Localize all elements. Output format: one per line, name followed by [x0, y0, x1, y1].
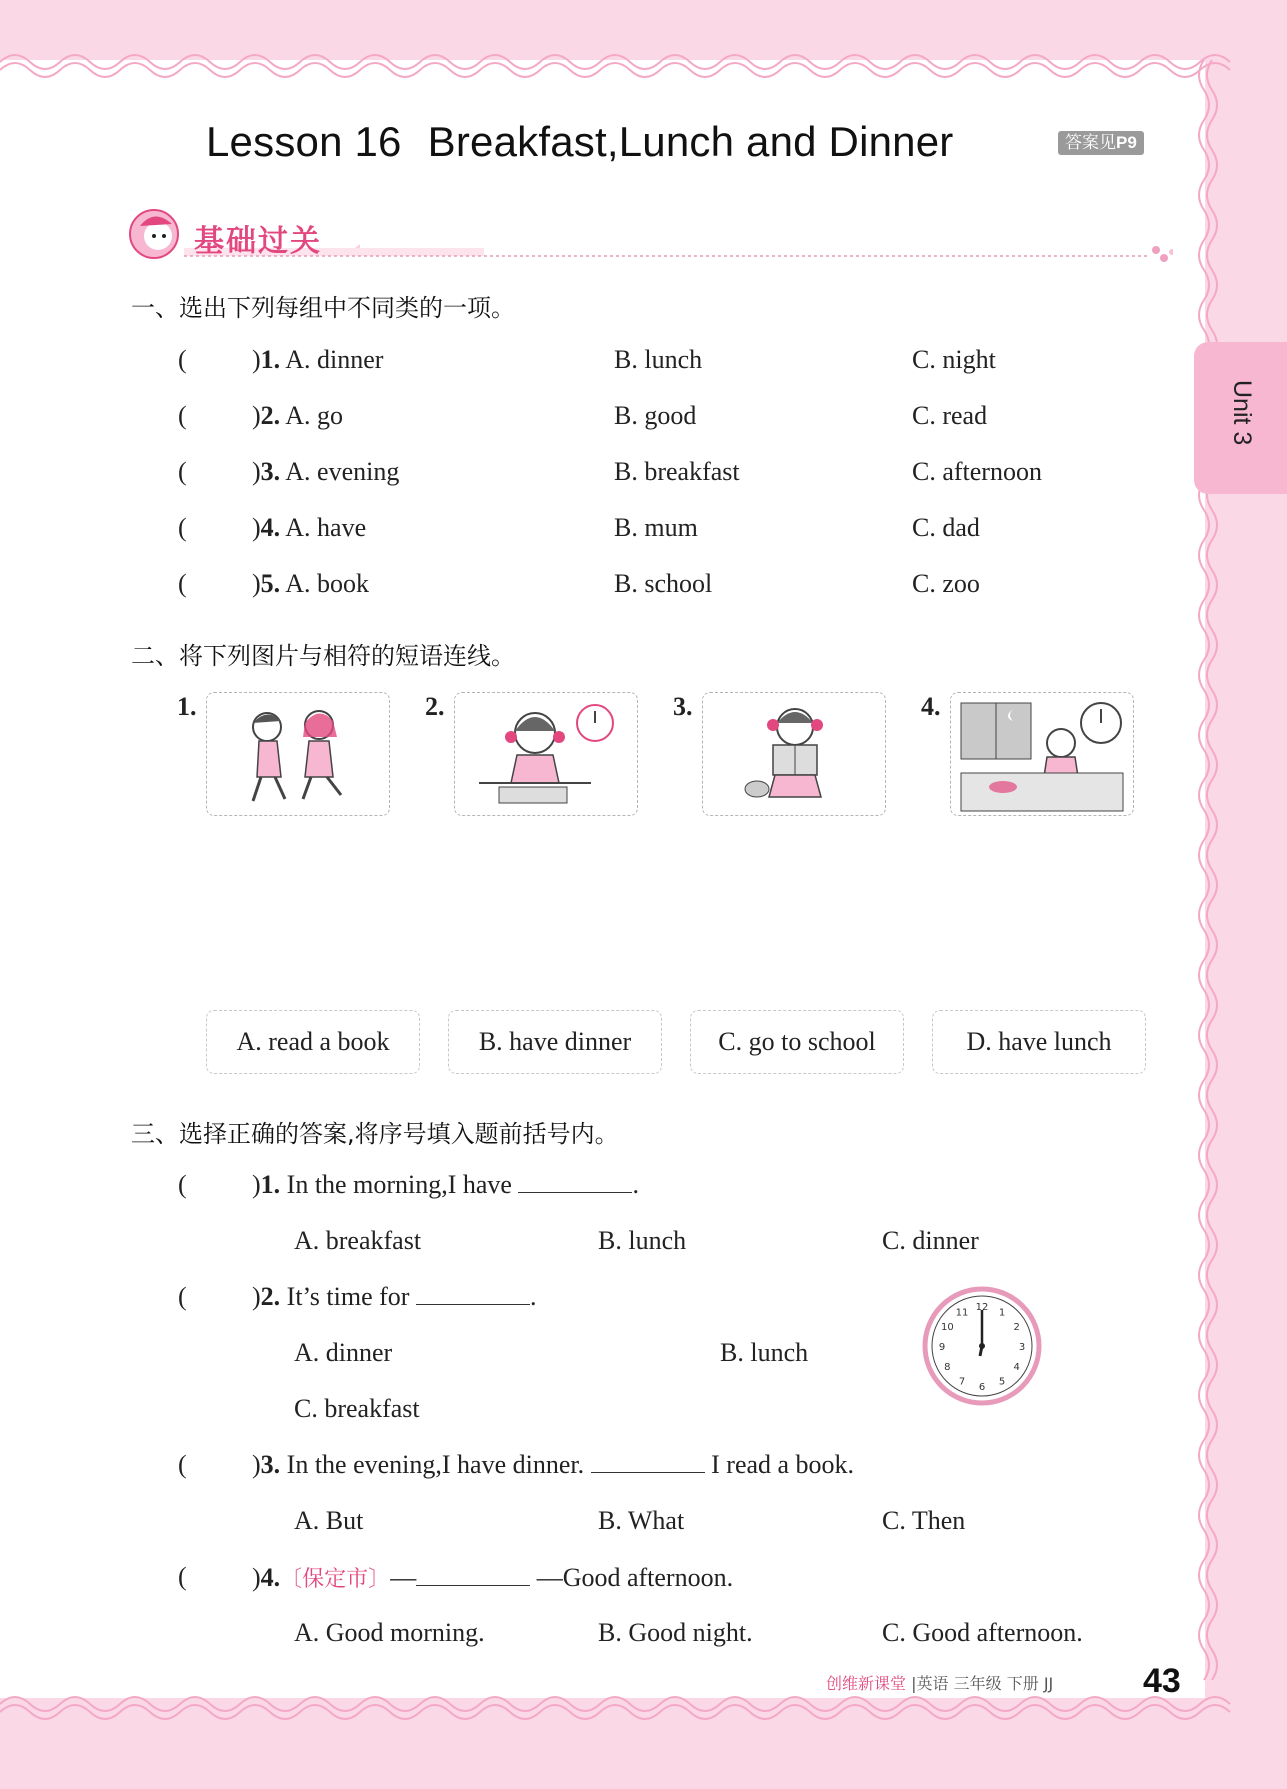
picture-label: 4.: [921, 692, 941, 721]
boy-eating-at-night-icon: [951, 693, 1133, 815]
option-b: B. Good night.: [598, 1618, 753, 1647]
footer-edition: JJ: [1043, 1674, 1054, 1693]
clock-number: 12: [975, 1302, 989, 1313]
option-c: C. dinner: [882, 1226, 979, 1255]
answer-blank[interactable]: [416, 1303, 530, 1305]
footer-subject: 英语: [916, 1674, 949, 1693]
option-a: A. Good morning.: [294, 1618, 485, 1647]
picture-label: 2.: [425, 692, 445, 721]
top-wave-border: [0, 44, 1240, 84]
answer-blank[interactable]: [518, 1191, 632, 1193]
girl-reading-icon: [703, 693, 885, 815]
clock-number: 11: [955, 1307, 969, 1319]
option-a: A. But: [294, 1506, 364, 1535]
clock-icon: [920, 1284, 1044, 1408]
option-a: A. breakfast: [294, 1226, 422, 1255]
children-walking-icon: [207, 693, 389, 815]
clock-number: 6: [978, 1382, 986, 1393]
option-c: C. breakfast: [294, 1394, 420, 1423]
clock-number: 7: [958, 1376, 966, 1388]
section3-heading: 三、选择正确的答案,将序号填入题前括号内。: [131, 1120, 619, 1148]
answer-blank[interactable]: [591, 1471, 705, 1473]
lesson-name: Breakfast,Lunch and Dinner: [427, 118, 954, 165]
clock-number: 4: [1013, 1362, 1020, 1373]
option-c: C. Good afternoon.: [882, 1618, 1083, 1647]
section1-heading: 一、选出下列每组中不同类的一项。: [131, 294, 515, 322]
girl-mascot-icon: [130, 210, 178, 258]
clock-number: 1: [998, 1307, 1006, 1319]
unit-tab: [1194, 342, 1287, 494]
footer-brand: 创维新课堂: [826, 1674, 907, 1693]
picture-label: 1.: [177, 692, 197, 721]
clock-number: 2: [1013, 1322, 1020, 1333]
option-b: B. lunch: [598, 1226, 687, 1255]
clock-number: 8: [944, 1362, 951, 1373]
phrase-have-dinner[interactable]: B. have dinner: [448, 1010, 662, 1074]
picture-label: 3.: [673, 692, 693, 721]
lesson-title: [206, 118, 953, 178]
lesson-number: Lesson 16: [206, 118, 402, 165]
right-wave-border: [1194, 60, 1224, 1700]
banner-title: 基础过关: [194, 224, 322, 259]
page-number: 43: [1143, 1662, 1181, 1700]
picture-go-to-school[interactable]: [206, 692, 390, 816]
option-b: B. What: [598, 1506, 685, 1535]
girl-at-table-icon: [455, 693, 637, 815]
section-banner: [128, 208, 1173, 264]
footer-volume: 下册: [1006, 1674, 1039, 1693]
footer: 创维新课堂 |英语 三年级 下册 JJ: [826, 1674, 1054, 1693]
phrase-go-to-school[interactable]: C. go to school: [690, 1010, 904, 1074]
section2-heading: 二、将下列图片与相符的短语连线。: [131, 642, 515, 670]
phrase-have-lunch[interactable]: D. have lunch: [932, 1010, 1146, 1074]
clock-number: 9: [938, 1342, 946, 1353]
picture-have-lunch[interactable]: [454, 692, 638, 816]
source-city-tag: 〔保定市〕: [280, 1567, 391, 1592]
answer-blank[interactable]: [416, 1584, 530, 1586]
answer-reference-badge: 答案见P9: [1058, 131, 1144, 155]
footer-grade: 三年级: [953, 1674, 1002, 1693]
unit-tab-label: Unit 3: [1228, 380, 1256, 446]
option-c: C. Then: [882, 1506, 966, 1535]
clock-number: 10: [940, 1322, 954, 1333]
option-a: A. dinner: [294, 1338, 393, 1367]
bottom-wave-border: [0, 1690, 1240, 1730]
clock-number: 5: [998, 1376, 1006, 1388]
phrase-read-a-book[interactable]: A. read a book: [206, 1010, 420, 1074]
picture-read-a-book[interactable]: [702, 692, 886, 816]
option-b: B. lunch: [720, 1338, 809, 1367]
picture-have-dinner[interactable]: [950, 692, 1134, 816]
clock-number: 3: [1018, 1342, 1026, 1353]
